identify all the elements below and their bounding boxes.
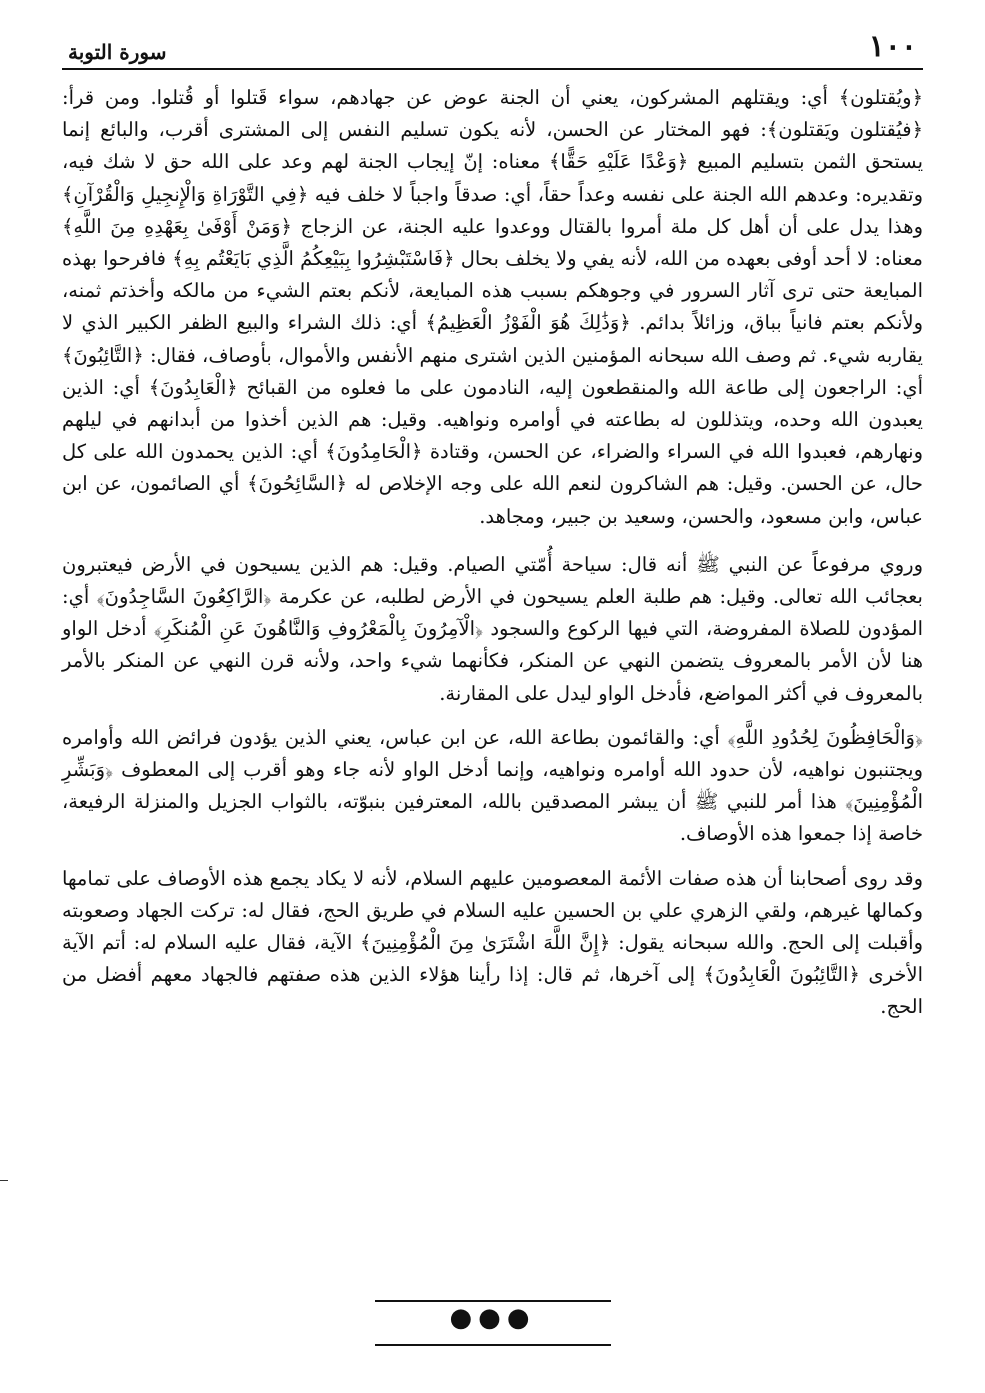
- page-number: ١٠٠: [868, 29, 917, 64]
- page-header: [62, 26, 923, 70]
- paragraph: وروي مرفوعاً عن النبي ﷺ أنه قال: سياحة أُمّتي الصيام. وقيل: هم الذين يسيحون في الأرض فيعتبرون بعجائب الله تعالى. وقيل: هم طلبة العلم يسيحون في الأرض لطلبه، عن عكرمة ﴿الرَّاكِعُونَ السَّاجِدُونَ﴾ أي: المؤدون للصلاة المفروضة، التي فيها الركوع والسجود ﴿الْآمِرُونَ بِالْمَعْرُوفِ وَالنَّاهُونَ عَنِ الْمُنكَرِ﴾ أدخل الواو هنا لأن الأمر بالمعروف يتضمن النهي عن المنكر، فكأنهما شيء واحد، ولأنه قرن النهي عن المنكر بالأمر بالمعروف في أكثر المواضع، فأدخل الواو ليدل على المقارنة.: [62, 552, 923, 705]
- paragraph: وقد روى أصحابنا أن هذه صفات الأئمة المعصومين عليهم السلام، لأنه لا يكاد يجمع هذه الأوصاف على تمامها وكمالها غيرهم، ولقي الزهري علي بن الحسين عليه السلام في طريق الحج، فقال له: تركت الجهاد وصعوبته وأقبلت إلى الحج. والله سبحانه يقول: ﴿إِنَّ اللَّهَ اشْتَرَىٰ مِنَ الْمُؤْمِنِينَ﴾ الآية، فقال عليه السلام له: أتم الآية الأخرى ﴿التَّائِبُونَ الْعَابِدُونَ﴾ إلى آخرها، ثم قال: إذا رأينا هؤلاء الذين هذه صفتهم فالجهاد معهم أفضل من الحج.: [62, 866, 923, 1019]
- paragraph: ﴿ويُقتلون﴾ أي: ويقتلهم المشركون، يعني أن الجنة عوض عن جهادهم، سواء قَتلوا أو قُتلوا. ومن قرأ: ﴿فيُقتلون ويَقتلون﴾: فهو المختار عن الحسن، لأنه يكون تسليم النفس إلى المشترى أقرب، والبائع إنما يستحق الثمن بتسليم المبيع ﴿وَعْدًا عَلَيْهِ حَقًّا﴾ معناه: إنّ إيجاب الجنة لهم وعد على الله حق لا شك فيه، وتقديره: وعدهم الله الجنة على نفسه وعداً حقاً، أي: صدقاً واجباً لا خلف فيه ﴿فِي التَّوْرَاةِ وَالْإِنجِيلِ وَالْقُرْآنِ﴾ وهذا يدل على أن أهل كل ملة أمروا بالقتال ووعدوا عليه الجنة، عن الزجاج ﴿وَمَنْ أَوْفَىٰ بِعَهْدِهِ مِنَ اللَّهِ﴾ معناه: لا أحد أوفى بعهده من الله، لأنه يفي ولا يخلف بحال ﴿فَاسْتَبْشِرُوا بِبَيْعِكُمُ الَّذِي بَايَعْتُم بِهِ﴾ فافرحوا بهذه المبايعة حتى ترى آثار السرور في وجوهكم بسبب هذه المبايعة، لأنكم بعتم الشيء من مالكه وأخذتم ثمنه، ولأنكم بعتم فانياً بباق، وزائلاً بدائم. ﴿وَذَٰلِكَ هُوَ الْفَوْزُ الْعَظِيمُ﴾ أي: ذلك الشراء والبيع الظفر الكبير الذي لا يقاربه شيء. ثم وصف الله سبحانه المؤمنين الذين اشترى منهم الأنفس والأموال، بأوصاف، فقال: ﴿التَّائِبُونَ﴾ أي: الراجعون إلى طاعة الله والمنقطعون إليه، النادمون على ما فعلوه من القبائح ﴿الْعَابِدُونَ﴾ أي: الذين يعبدون الله وحده، ويتذللون له بطاعته في أوامره ونواهيه. وقيل: هم الذين أخذوا من أبدانهم في ليلهم ونهارهم، فعبدوا الله في السراء والضراء، عن الحسن، وقتادة ﴿الْحَامِدُونَ﴾ أي: الذين يحمدون الله على كل حال، عن الحسن. وقيل: هم الشاكرون لنعم الله على وجه الإخلاص له ﴿السَّائِحُونَ﴾ أي الصائمون، عن ابن عباس، وابن مسعود، والحسن، وسعيد بن جبير، ومجاهد.: [62, 86, 923, 528]
- paragraph: ﴿وَالْحَافِظُونَ لِحُدُودِ اللَّهِ﴾ أي: والقائمون بطاعة الله، عن ابن عباس، يعني الذين يؤدون فرائض الله وأوامره ويجتنبون نواهيه، لأن حدود الله أوامره ونواهيه، وإنما أدخل الواو لأنه جاء وهو أقرب إلى المعطوف ﴿وَبَشِّرِ الْمُؤْمِنِينَ﴾ هذا أمر للنبي ﷺ أن يبشر المصدقين بالله، المعترفين بنبوّته، بالثواب الجزيل والمنزلة الرفيعة، خاصة إذا جمعوا هذه الأوصاف.: [62, 725, 923, 846]
- section-divider: [0, 1300, 985, 1346]
- surah-title: سورة التوبة: [68, 40, 167, 64]
- page-body: [62, 82, 923, 1024]
- margin-mark: [0, 1180, 8, 1181]
- ornament-dots: ●●●: [449, 1303, 536, 1333]
- divider-rule-bottom: [375, 1344, 611, 1346]
